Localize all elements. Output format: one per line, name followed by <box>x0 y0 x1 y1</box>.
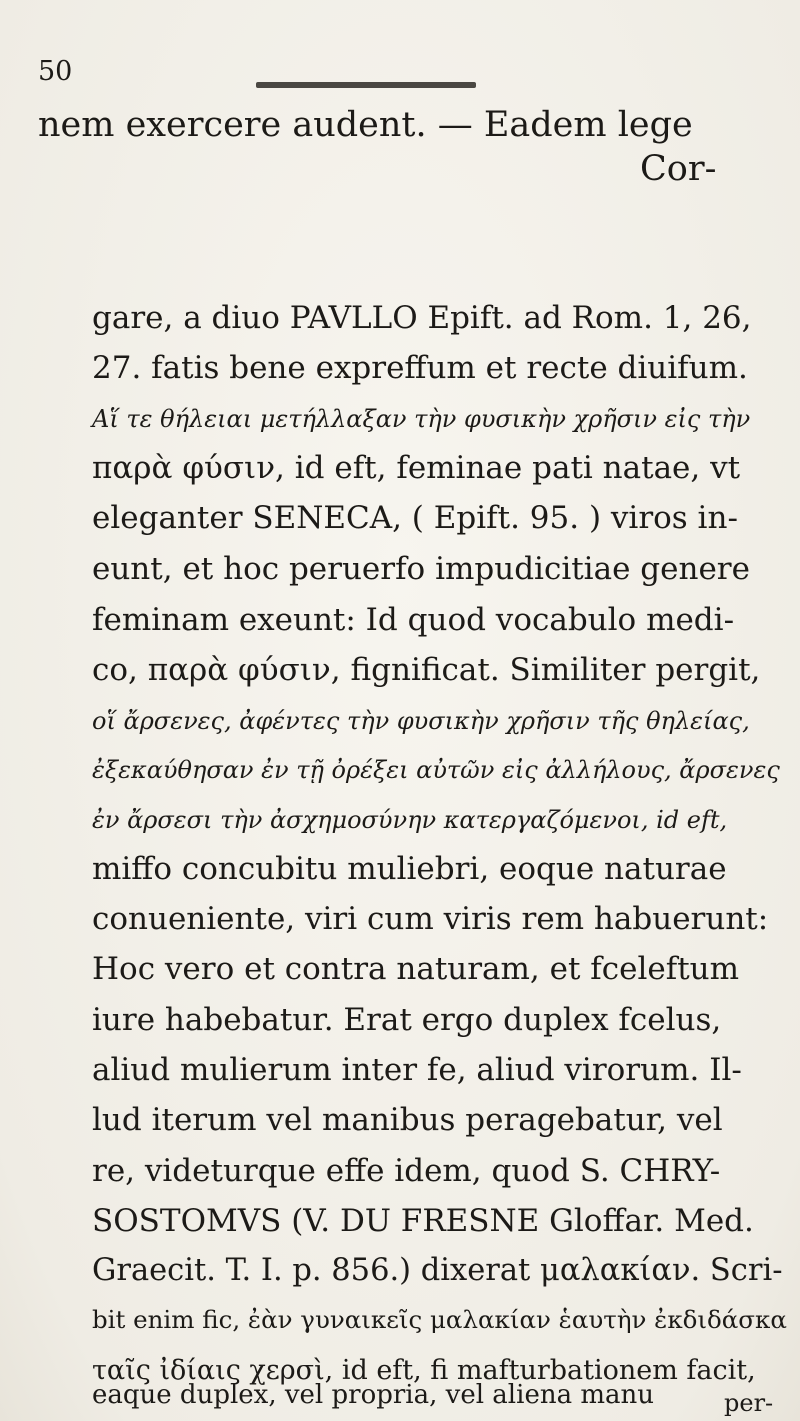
text-line-3: παρὰ φύσιν, id eft, feminae pati natae, vt <box>92 450 741 486</box>
greek-line-4: ἐν ἄρσεσι τὴν ἀσχημοσύνην κατεργαζόμενοι, id eft, <box>92 806 728 834</box>
catchword: per- <box>724 1389 774 1417</box>
text-line-15: SOSTOMVS (V. DU FRESNE Gloffar. Med. <box>92 1203 754 1239</box>
text-line-1: gare, a diuo PAVLLO Epift. ad Rom. 1, 26, <box>92 300 752 336</box>
text-line-2: 27. fatis bene expreffum et recte diuifum. <box>92 350 748 386</box>
text-line-9: conueniente, viri cum viris rem habuerunt: <box>92 901 769 937</box>
text-line-17: bit enim fic, ἐὰν γυναικεῖς μαλακίαν ἑαυτὴν ἐκδιδάσκα <box>92 1305 787 1334</box>
text-line-7: co, παρὰ φύσιν, fignificat. Similiter pergit, <box>92 652 761 688</box>
text-line-16: Graecit. T. I. p. 856.) dixerat μαλακίαν. Scri- <box>92 1253 783 1288</box>
heading-line-1: nem exercere audent. — Eadem lege <box>38 105 693 145</box>
text-line-10: Hoc vero et contra naturam, et fceleftum <box>92 951 740 987</box>
text-line-4: eleganter SENECA, ( Epift. 95. ) viros in- <box>92 500 738 536</box>
greek-line-2: οἵ ἄρσενες, ἀφέντες τὴν φυσικὴν χρῆσιν τῆς θηλείας, <box>92 707 750 735</box>
heading-line-2: Cor- <box>640 149 717 189</box>
text-line-18: ταῖς ἰδίαις χερσὶ, id eft, fi mafturbationem facit, <box>92 1355 756 1386</box>
page-number: 50 <box>38 56 73 87</box>
text-line-19: eaque duplex, vel propria, vel aliena manu <box>92 1380 654 1410</box>
greek-line-3: ἐξεκαύθησαν ἐν τῇ ὀρέξει αὐτῶν εἰς ἀλλήλους, ἄρσενες <box>92 756 780 784</box>
text-line-13: lud iterum vel manibus peragebatur, vel <box>92 1102 723 1138</box>
header-rule <box>256 82 476 88</box>
text-line-11: iure habebatur. Erat ergo duplex fcelus, <box>92 1002 722 1038</box>
text-line-5: eunt, et hoc peruerfo impudicitiae genere <box>92 551 750 587</box>
greek-line-1: Αἵ τε θήλειαι μετήλλαξαν τὴν φυσικὴν χρῆσιν εἰς τὴν <box>92 405 751 433</box>
text-line-14: re, videturque effe idem, quod S. CHRY- <box>92 1153 721 1189</box>
text-line-12: aliud mulierum inter fe, aliud virorum. Il- <box>92 1052 742 1088</box>
text-line-8: miffo concubitu muliebri, eoque naturae <box>92 851 727 887</box>
text-line-6: feminam exeunt: Id quod vocabulo medi- <box>92 602 735 638</box>
